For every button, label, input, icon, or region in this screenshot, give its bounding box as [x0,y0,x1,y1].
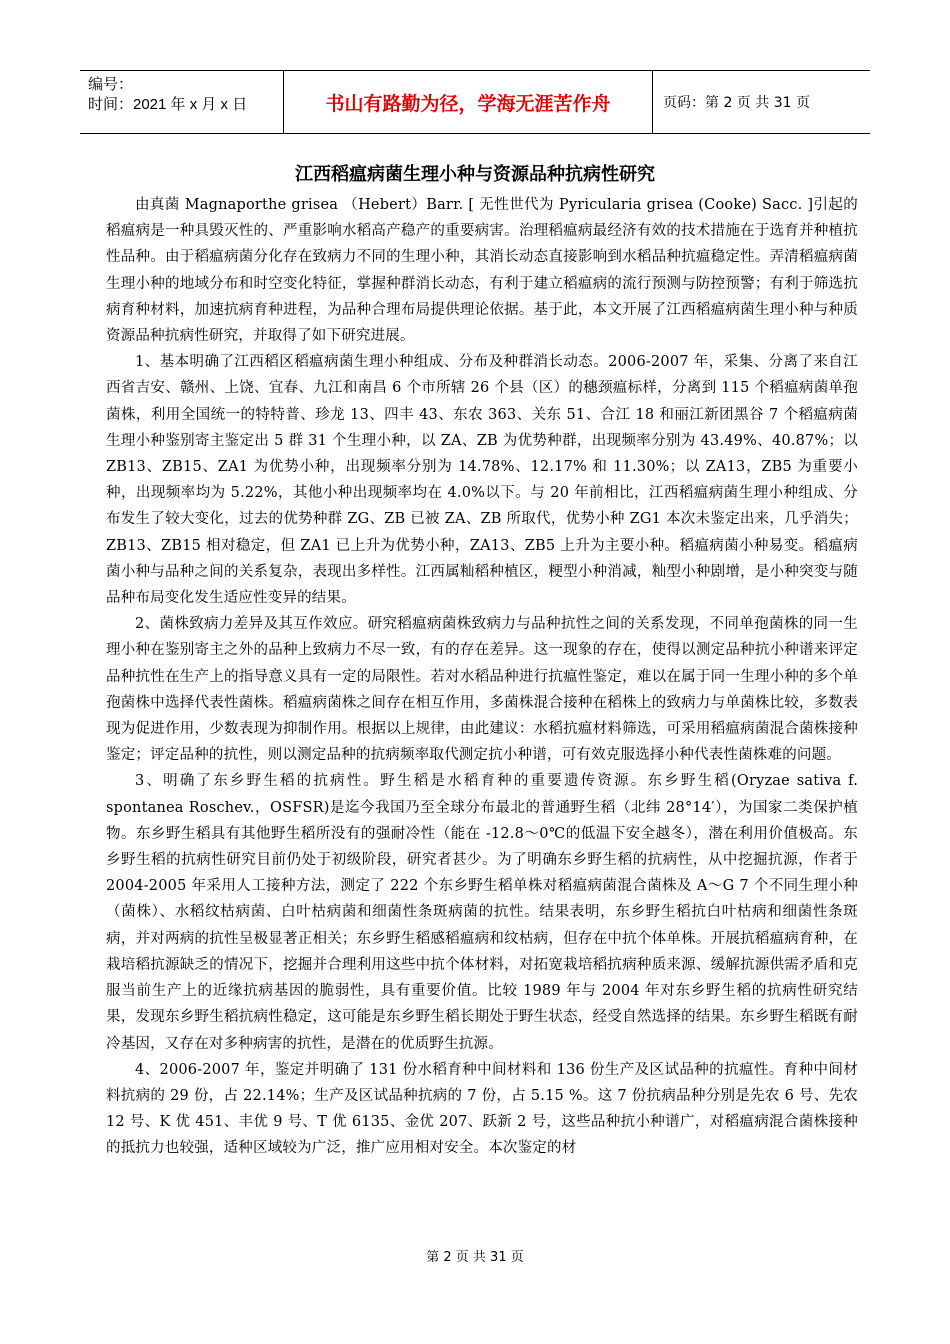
paragraph-intro: 由真菌 Magnaporthe grisea （Hebert）Barr. [ 无性世代为 Pyricularia grisea (Cooke) Sacc. ]引起的稻瘟病是一种具毁灭性的、严重影响水稻高产稳产的重要病害。治理稻瘟病最经济有效的技术措施在于选育并种植抗性品种。由于稻瘟病菌分化存在致病力不同的生理小种，其消长动态直接影响到水稻品种抗瘟稳定性。弄清稻瘟病菌生理小种的地域分布和时空变化特征，掌握种群消长动态，有利于建立稻瘟病的流行预测与防控预警；有利于筛选抗病育种材料，加速抗病育种进程，为品种合理布局提供理论依据。基于此，本文开展了江西稻瘟病菌生理小种与种质资源品种抗病性研究，并取得了如下研究进展。 [106,197,858,345]
page-footer: 第 2 页 共 31 页 [426,1250,524,1265]
document-number: 编号： [88,76,134,93]
header-meta [80,71,283,133]
page-header [80,70,870,134]
document-title: 江西稻瘟病菌生理小种与资源品种抗病性研究 [295,164,655,185]
header-motto: 书山有路勤为径，学海无涯苦作舟 [283,71,653,133]
paragraph-4: 4、2006-2007 年，鉴定并明确了 131 份水稻育种中间材料和 136 份生产及区试品种的抗瘟性。育种中间材料抗病的 29 份，占 22.14%；生产及区试品种抗病的 7 份，占 5.15 %。这 7 份抗病品种分别是先农 6 号、先农 12 号、K 优 451、丰优 9 号、T 优 6135、金优 207、跃新 2 号，这些品种抗小种谱广，对稻瘟病混合菌株接种的抵抗力也较强，适种区域较为广泛，推广应用相对安全。本次鉴定的材 [106,1061,858,1157]
paragraph-1: 1、基本明确了江西稻区稻瘟病菌生理小种组成、分布及种群消长动态。2006-2007 年，采集、分离了来自江西省吉安、赣州、上饶、宜春、九江和南昌 6 个市所辖 26 个县（区）的穗颈瘟标样，分离到 115 个稻瘟病菌单孢菌株，利用全国统一的特特普、珍龙 13、四丰 43、东农 363、关东 51、合江 18 和丽江新团黑谷 7 个稻瘟病菌生理小种鉴别寄主鉴定出 5 群 31 个生理小种，以 ZA、ZB 为优势种群，出现频率分别为 43.49%、40.87%；以 ZB13、ZB15、ZA1 为优势小种，出现频率分别为 14.78%、12.17% 和 11.30%；以 ZA13，ZB5 为重要小种，出现频率均为 5.22%，其他小种出现频率均在 4.0%以下。与 20 年前相比，江西稻瘟病菌生理小种组成、分布发生了较大变化，过去的优势种群 ZG、ZB 已被 ZA、ZB 所取代，优势小种 ZG1 本次未鉴定出来，几乎消失； ZB13、ZB15 相对稳定，但 ZA1 已上升为优势小种，ZA13、ZB5 上升为主要小种。稻瘟病菌小种易变。稻瘟病菌小种与品种之间的关系复杂，表现出多样性。江西属籼稻种植区，粳型小种消减，籼型小种剧增，是小种突变与随品种布局变化发生适应性变异的结果。 [106,354,858,607]
document-body [106,192,858,1162]
paragraph-3: 3、明确了东乡野生稻的抗病性。野生稻是水稻育种的重要遗传资源。东乡野生稻(Oryzae sativa f. spontanea Roschev.，OSFSR)是迄今我国乃至全球分布最北的普通野生稻（北纬 28°14′），为国家二类保护植物。东乡野生稻具有其他野生稻所没有的强耐冷性（能在 -12.8～0℃的低温下安全越冬），潜在利用价值极高。东乡野生稻的抗病性研究目前仍处于初级阶段，研究者甚少。为了明确东乡野生稻的抗病性，从中挖掘抗源，作者于 2004-2005 年采用人工接种方法，测定了 222 个东乡野生稻单株对稻瘟病菌混合菌株及 A～G 7 个不同生理小种（菌株）、水稻纹枯病菌、白叶枯病菌和细菌性条斑病菌的抗性。结果表明，东乡野生稻抗白叶枯病和细菌性条斑病，并对两病的抗性呈极显著正相关；东乡野生稻感稻瘟病和纹枯病，但存在中抗个体单株。开展抗稻瘟病育种，在栽培稻抗源缺乏的情况下，挖掘并合理利用这些中抗个体材料，对拓宽栽培稻抗病种质来源、缓解抗源供需矛盾和克服当前生产上的近缘抗病基因的脆弱性，具有重要价值。比较 1989 年与 2004 年对东乡野生稻的抗病性研究结果，发现东乡野生稻抗病性稳定，这可能是东乡野生稻长期处于野生状态，经受自然选择的结果。东乡野生稻既有耐冷基因，又存在对多种病害的抗性，是潜在的优质野生抗源。 [106,773,858,1052]
document-time: 时间：2021 年 x 月 x 日 [88,96,248,113]
header-page-info: 页码：第 2 页 共 31 页 [663,95,810,111]
paragraph-2: 2、菌株致病力差异及其互作效应。研究稻瘟病菌株致病力与品种抗性之间的关系发现，不同单孢菌株的同一生理小种在鉴别寄主之外的品种上致病力不尽一致，有的存在差异。这一现象的存在，使得以测定品种抗小种谱来评定品种抗性在生产上的指导意义具有一定的局限性。若对水稻品种进行抗瘟性鉴定，难以在属于同一生理小种的多个单孢菌株中选择代表性菌株。稻瘟病菌株之间存在相互作用，多菌株混合接种在稻株上的致病力与单菌株比较，多数表现为促进作用，少数表现为抑制作用。根据以上规律，由此建议：水稻抗瘟材料筛选，可采用稻瘟病菌混合菌株接种鉴定；评定品种的抗性，则以测定品种的抗病频率取代测定抗小种谱，可有效克服选择小种代表性菌株难的问题。 [106,616,858,764]
